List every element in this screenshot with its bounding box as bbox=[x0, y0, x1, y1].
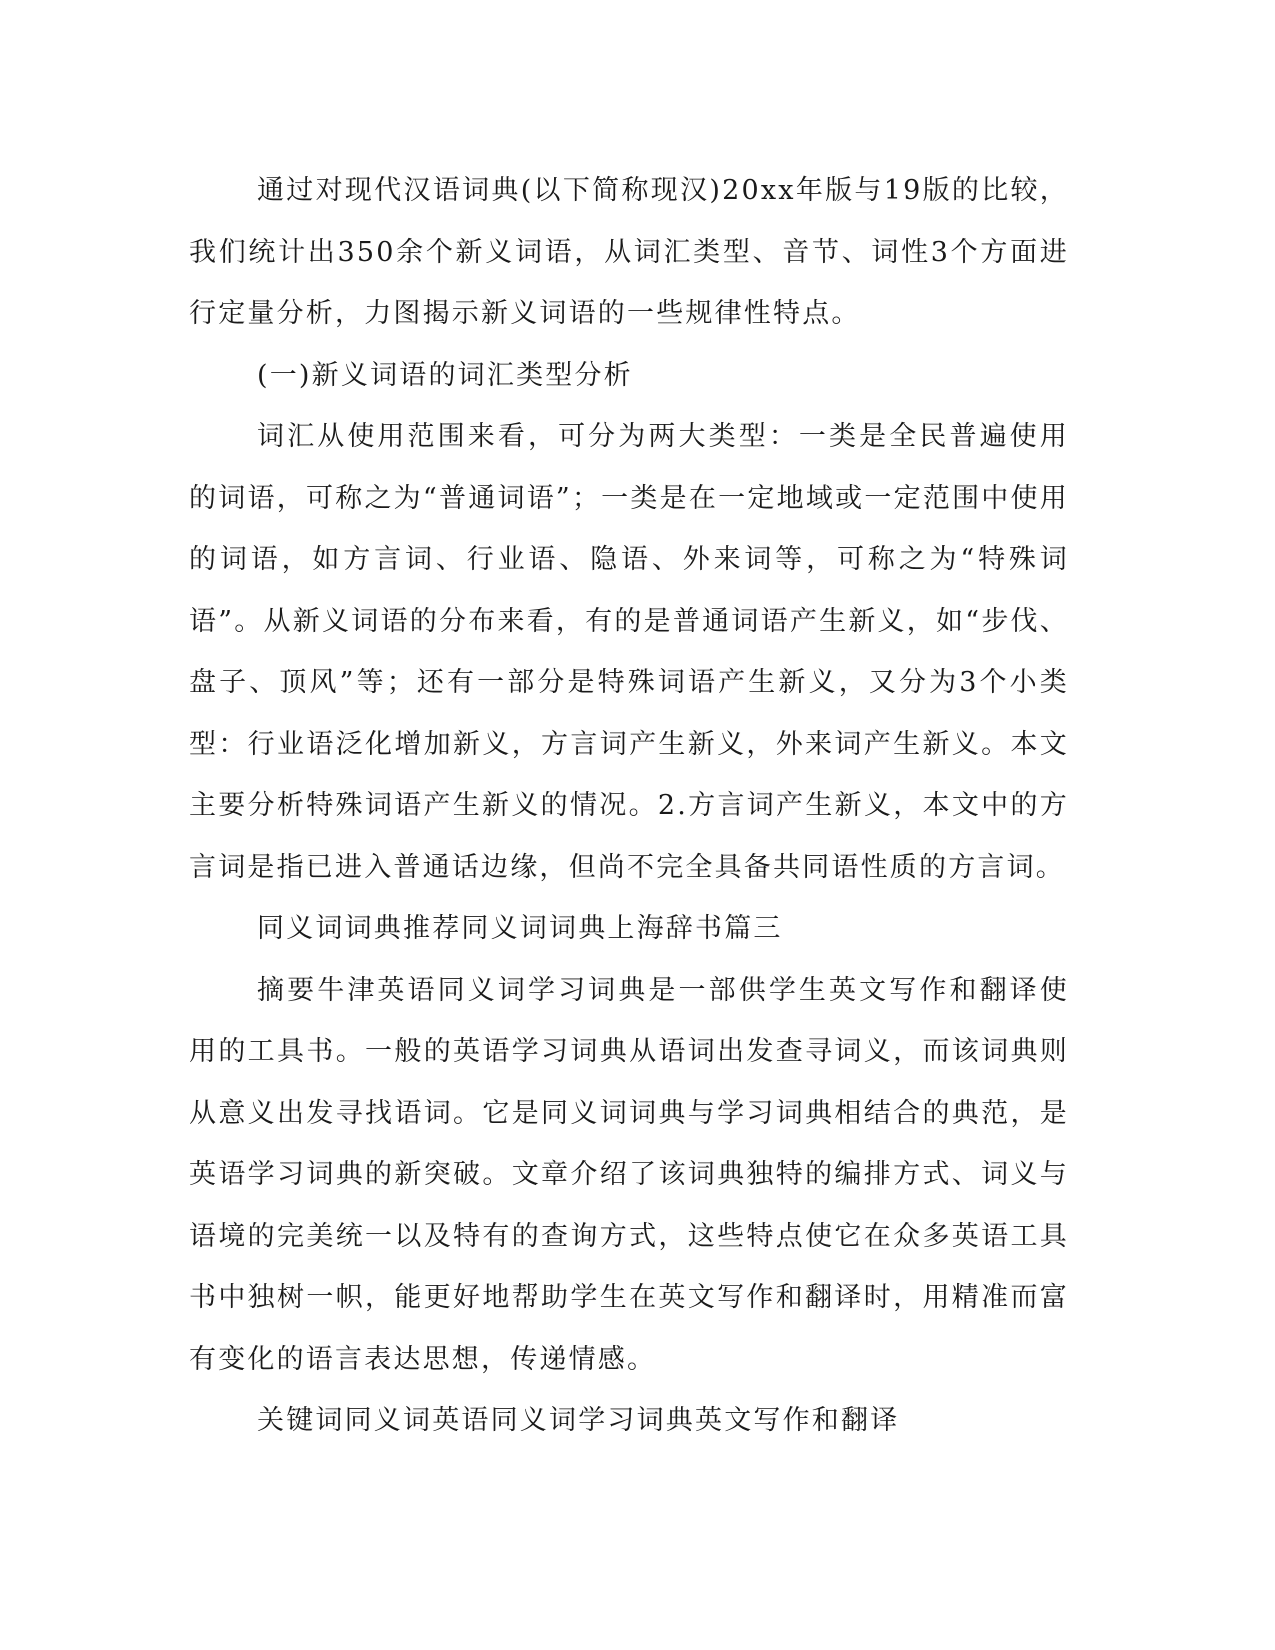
paragraph-vocabulary-types: 词汇从使用范围来看，可分为两大类型：一类是全民普遍使用的词语，可称之为“普通词语”；一类是在一定地域或一定范围中使用的词语，如方言词、行业语、隐语、外来词等，可称之为“特殊词语”。从新义词语的分布来看，有的是普通词语产生新义，如“步伐、盘子、顶风”等；还有一部分是特殊词语产生新义，又分为3个小类型：行业语泛化增加新义，方言词产生新义，外来词产生新义。本文主要分析特殊词语产生新义的情况。2.方言词产生新义，本文中的方言词是指已进入普通话边缘，但尚不完全具备共同语性质的方言词。 bbox=[189, 421, 1069, 883]
paragraph-intro: 通过对现代汉语词典(以下简称现汉)20xx年版与19版的比较，我们统计出350余个新义词语，从词汇类型、音节、词性3个方面进行定量分析，力图揭示新义词语的一些规律性特点。 bbox=[189, 175, 1069, 329]
paragraph-keywords: 关键词同义词英语同义词学习词典英文写作和翻译 bbox=[257, 1405, 900, 1436]
section-heading: (一)新义词语的词汇类型分析 bbox=[257, 359, 633, 391]
article-heading: 同义词词典推荐同义词词典上海辞书篇三 bbox=[257, 913, 783, 944]
document-body bbox=[189, 160, 1069, 1452]
paragraph-abstract: 摘要牛津英语同义词学习词典是一部供学生英文写作和翻译使用的工具书。一般的英语学习词典从语词出发查寻词义，而该词典则从意义出发寻找语词。它是同义词词典与学习词典相结合的典范，是英语学习词典的新突破。文章介绍了该词典独特的编排方式、词义与语境的完美统一以及特有的查询方式，这些特点使它在众多英语工具书中独树一帜，能更好地帮助学生在英文写作和翻译时，用精准而富有变化的语言表达思想，传递情感。 bbox=[189, 974, 1069, 1375]
